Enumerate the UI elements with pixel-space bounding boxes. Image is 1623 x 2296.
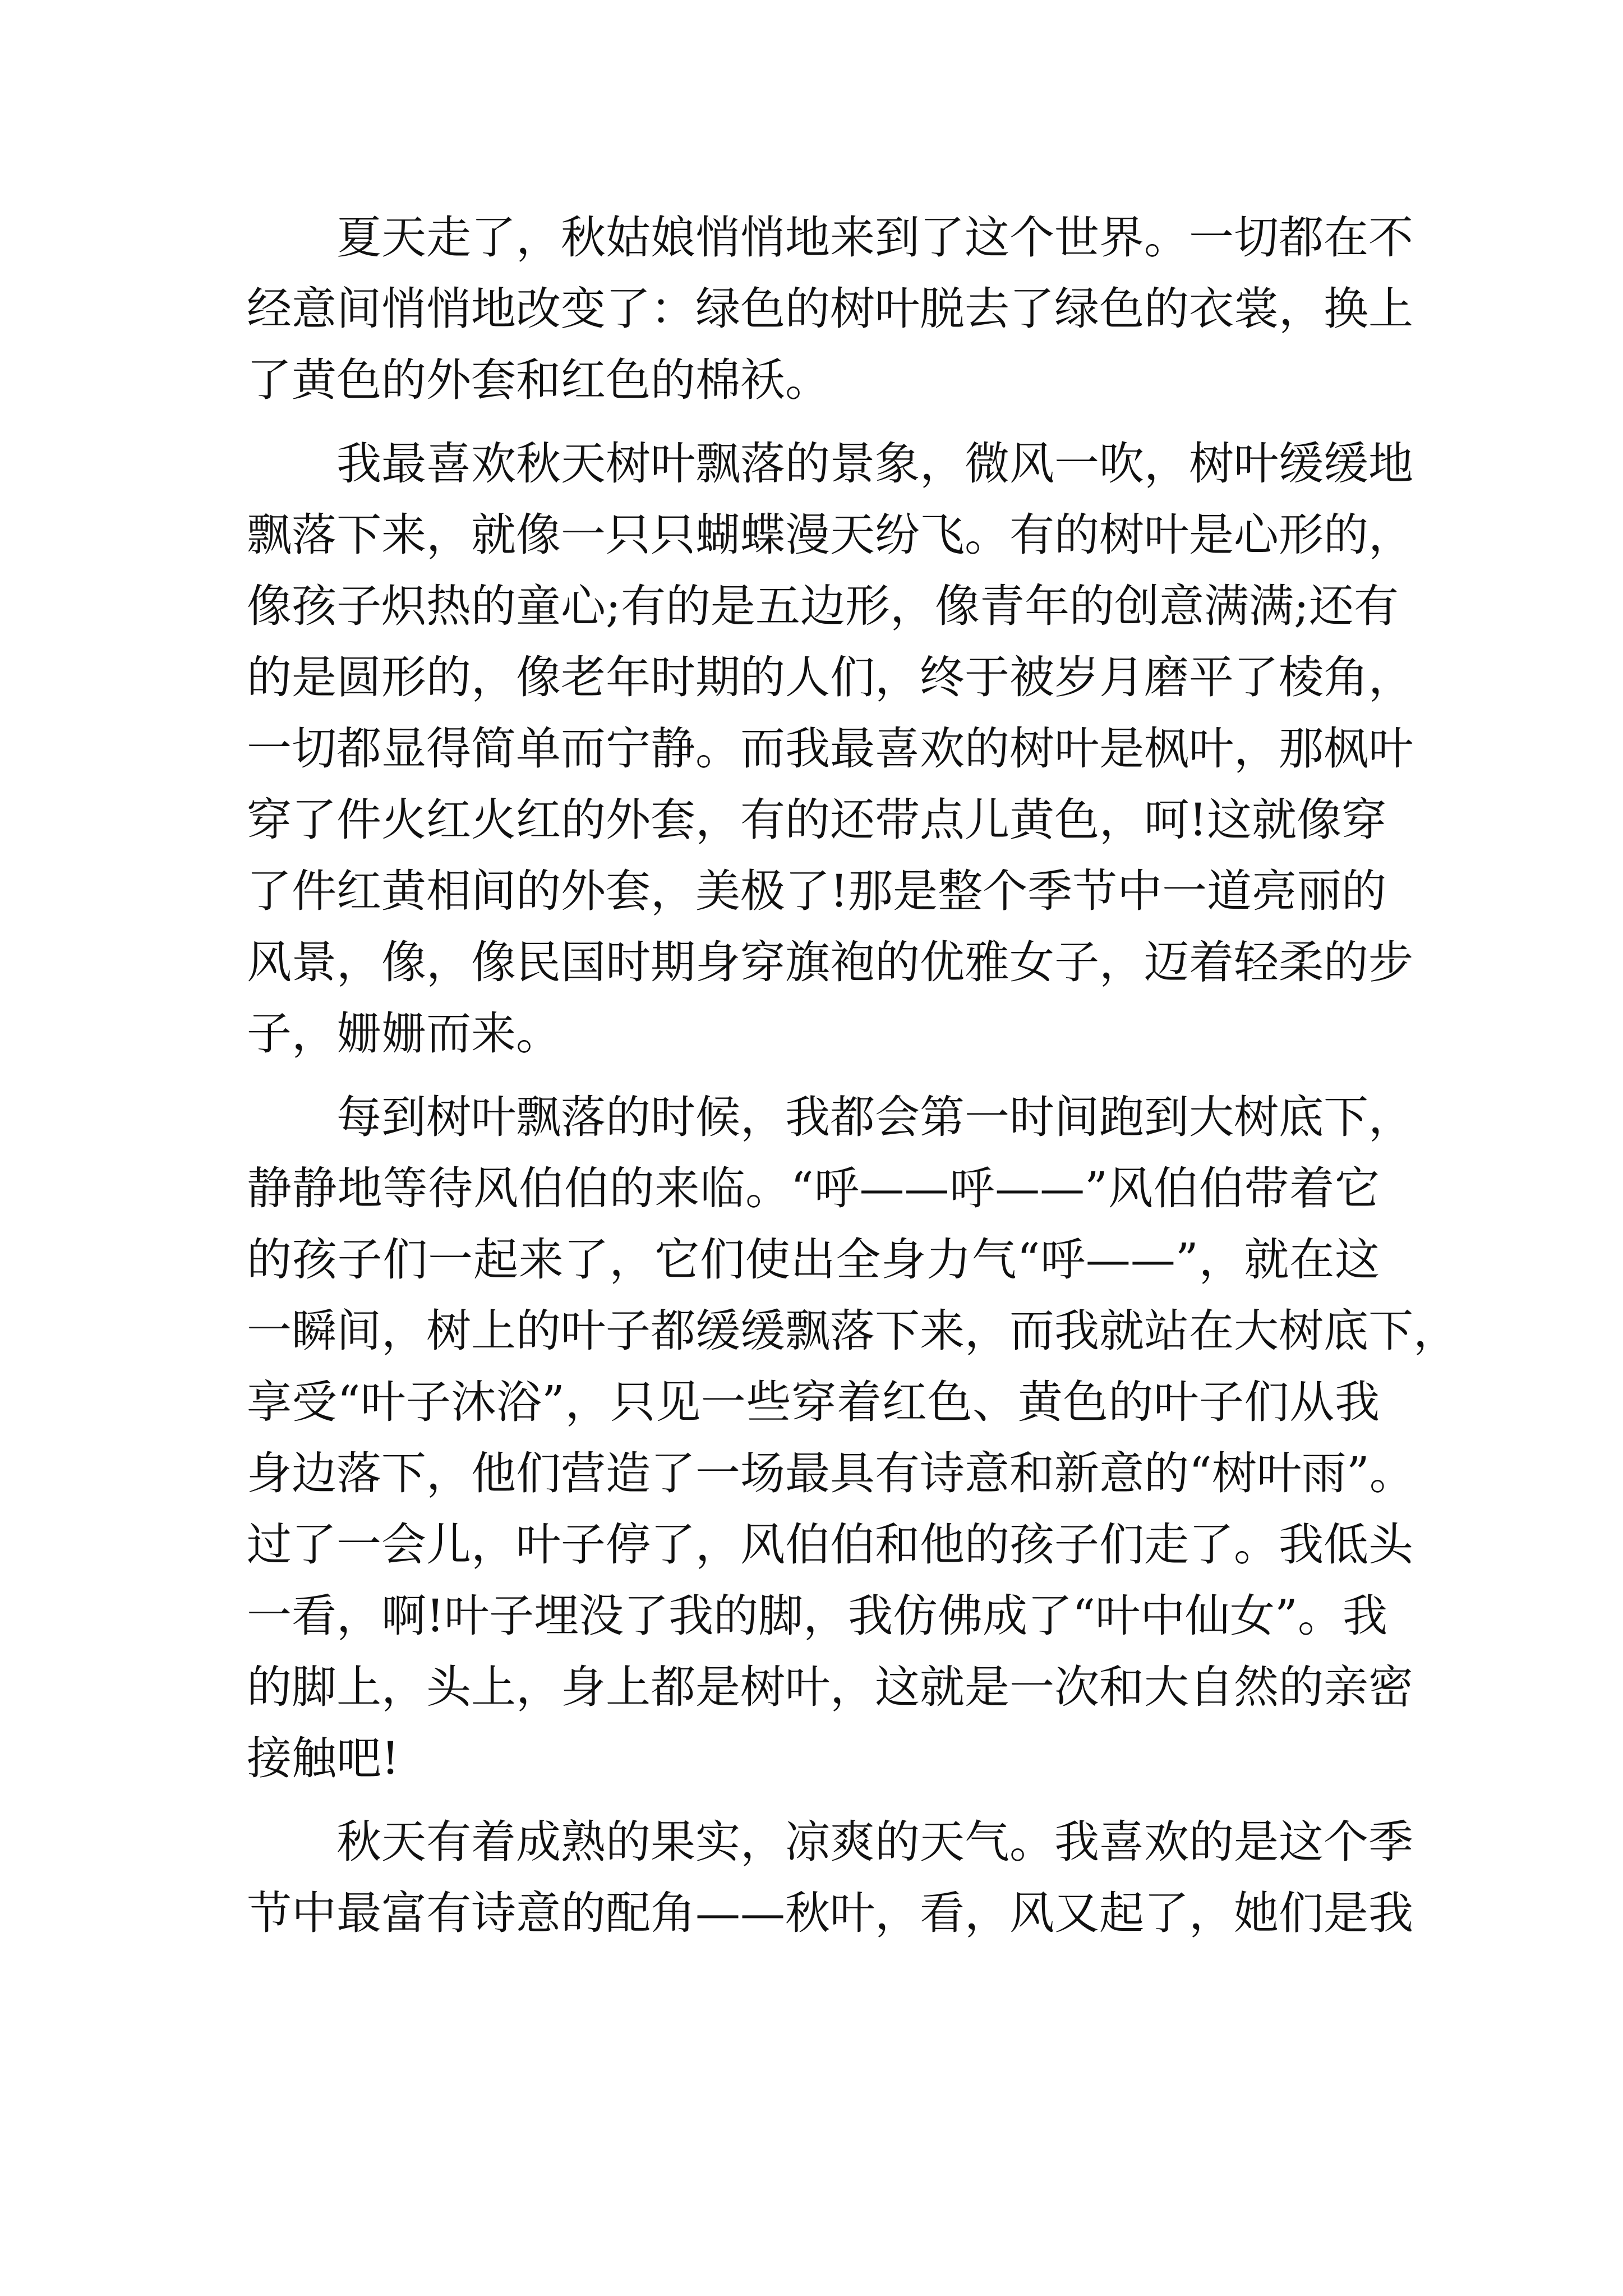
text-line: 我最喜欢秋天树叶飘落的景象，微风一吹，树叶缓缓地: [336, 438, 1413, 490]
text-line: 的脚上，头上，身上都是树叶，这就是一次和大自然的亲密: [247, 1661, 1413, 1713]
text-line: 穿了件火红火红的外套，有的还带点儿黄色，呵!这就像穿: [247, 794, 1387, 846]
paragraph-4: [247, 1806, 1413, 1949]
text-line: 了黄色的外套和红色的棉袄。: [247, 354, 830, 406]
text-line: 像孩子炽热的童心;有的是五边形，像青年的创意满满;还有: [247, 580, 1399, 632]
essay-body: [247, 202, 1458, 1949]
text-line: 身边落下，他们营造了一场最具有诗意和新意的“树叶雨”。: [247, 1447, 1414, 1499]
text-line: 经意间悄悄地改变了：绿色的树叶脱去了绿色的衣裳，换上: [247, 283, 1413, 335]
text-line: 节中最富有诗意的配角——秋叶，看，风又起了，她们是我: [247, 1887, 1413, 1939]
text-line: 飘落下来，就像一只只蝴蝶漫天纷飞。有的树叶是心形的，: [247, 509, 1413, 561]
text-line: 的孩子们一起来了，它们使出全身力气“呼——”，就在这: [247, 1234, 1380, 1286]
text-line: 了件红黄相间的外套，美极了!那是整个季节中一道亮丽的: [247, 865, 1387, 917]
text-line: 夏天走了，秋姑娘悄悄地来到了这个世界。一切都在不: [336, 211, 1413, 264]
text-line: 享受“叶子沐浴”，只见一些穿着红色、黄色的叶子们从我: [247, 1376, 1380, 1428]
text-line: 每到树叶飘落的时候，我都会第一时间跑到大树底下，: [336, 1091, 1413, 1143]
text-line: 风景，像，像民国时期身穿旗袍的优雅女子，迈着轻柔的步: [247, 936, 1413, 988]
paragraph-3: [247, 1082, 1458, 1794]
paragraph-2: [247, 428, 1413, 1069]
text-line: 静静地等待风伯伯的来临。“呼——呼——”风伯伯带着它: [247, 1162, 1380, 1214]
text-line: 秋天有着成熟的果实，凉爽的天气。我喜欢的是这个季: [336, 1816, 1413, 1868]
paragraph-1: [247, 202, 1413, 416]
text-line: 一切都显得简单而宁静。而我最喜欢的树叶是枫叶，那枫叶: [247, 723, 1413, 775]
text-line: 一瞬间，树上的叶子都缓缓飘落下来，而我就站在大树底下，: [247, 1305, 1458, 1357]
text-line: 的是圆形的，像老年时期的人们，终于被岁月磨平了棱角，: [247, 651, 1413, 703]
text-line: 接触吧!: [247, 1732, 400, 1784]
text-line: 过了一会儿，叶子停了，风伯伯和他的孩子们走了。我低头: [247, 1519, 1413, 1571]
text-line: 子，姗姗而来。: [247, 1007, 561, 1060]
text-line: 一看，啊!叶子埋没了我的脚，我仿佛成了“叶中仙女”。我: [247, 1590, 1387, 1642]
